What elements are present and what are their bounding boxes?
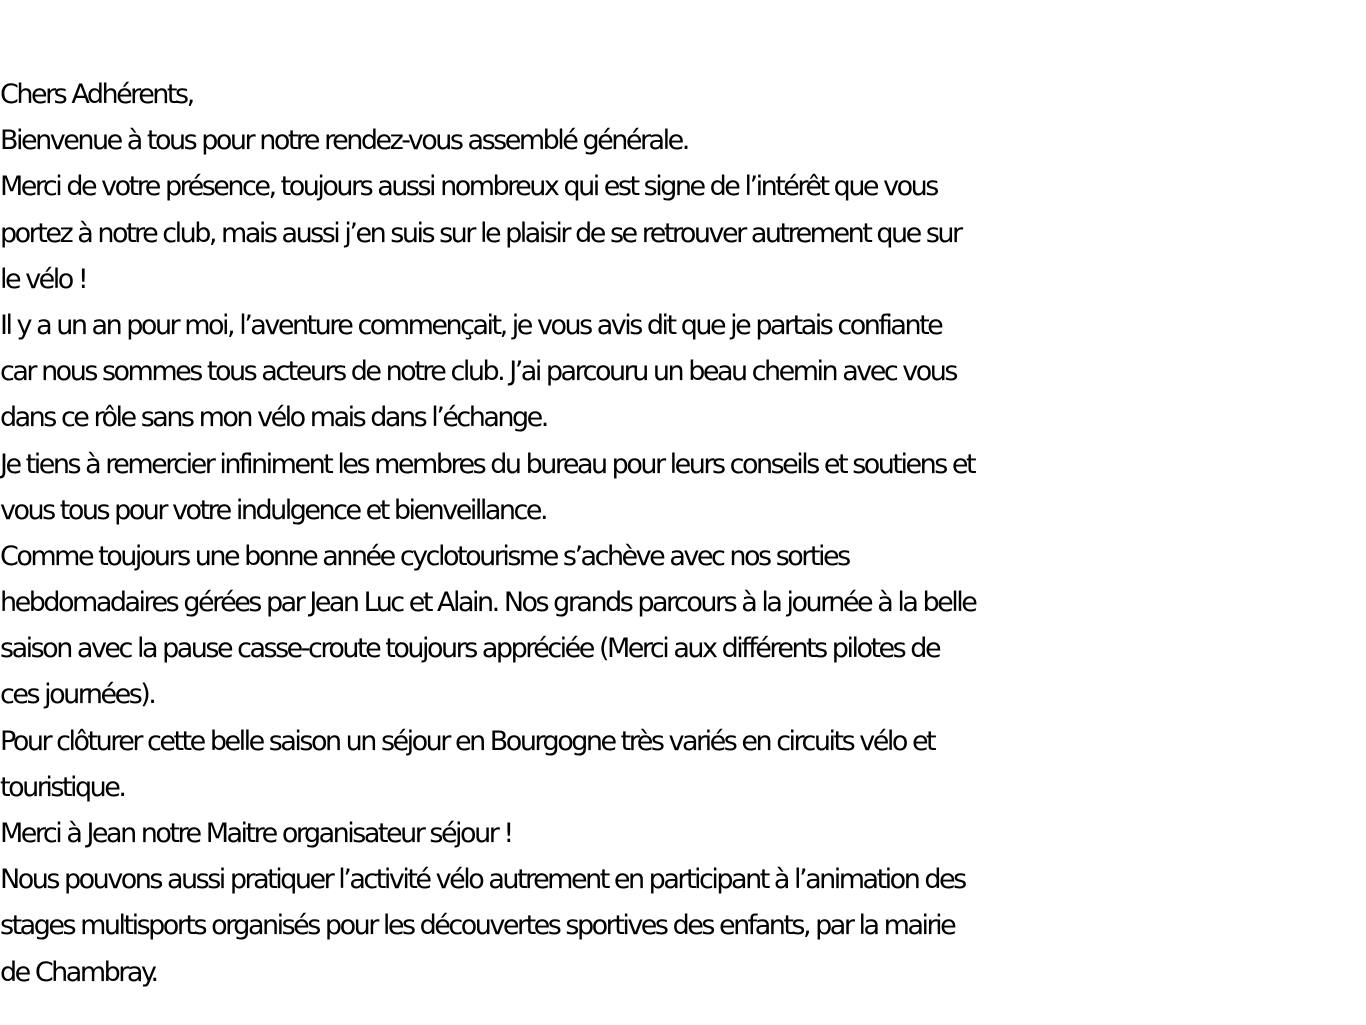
text-line: ces journées).	[0, 679, 155, 711]
text-line: portez à notre club, mais aussi j’en suis sur le plaisir de se retrouver autrement que sur	[0, 217, 961, 249]
text-line: Pour clôturer cette belle saison un séjour en Bourgogne très variés en circuits vélo et	[0, 725, 935, 757]
text-line: Comme toujours une bonne année cyclotourisme s’achève avec nos sorties	[0, 540, 849, 572]
text-line: saison avec la pause casse-croute toujours appréciée (Merci aux différents pilotes de	[0, 633, 940, 665]
text-line: hebdomadaires gérées par Jean Luc et Alain. Nos grands parcours à la journée à la belle	[0, 587, 976, 619]
salutation: Chers Adhérents,	[0, 79, 193, 110]
text-line: Nous pouvons aussi pratiquer l’activité vélo autrement en participant à l’animation des	[0, 864, 965, 896]
text-line: Je tiens à remercier infiniment les membres du bureau pour leurs conseils et soutiens et	[0, 448, 975, 480]
text-line: stages multisports organisés pour les découvertes sportives des enfants, par la mairie	[0, 910, 955, 942]
text-line: vous tous pour votre indulgence et bienveillance.	[0, 494, 547, 526]
text-line: dans ce rôle sans mon vélo mais dans l’échange.	[0, 402, 547, 434]
text-line: touristique.	[0, 771, 125, 803]
letter-body	[0, 72, 1366, 996]
text-line: Bienvenue à tous pour notre rendez-vous assemblé générale.	[0, 125, 688, 157]
text-line: le vélo !	[0, 263, 87, 295]
text-line: car nous sommes tous acteurs de notre club. J’ai parcouru un beau chemin avec vous	[0, 356, 956, 388]
text-line: Il y a un an pour moi, l’aventure commençait, je vous avis dit que je partais confiante	[0, 309, 942, 341]
text-line: Merci de votre présence, toujours aussi nombreux qui est signe de l’intérêt que vous	[0, 171, 937, 203]
text-line: de Chambray.	[0, 956, 157, 988]
text-line: Merci à Jean notre Maitre organisateur séjour !	[0, 818, 512, 849]
